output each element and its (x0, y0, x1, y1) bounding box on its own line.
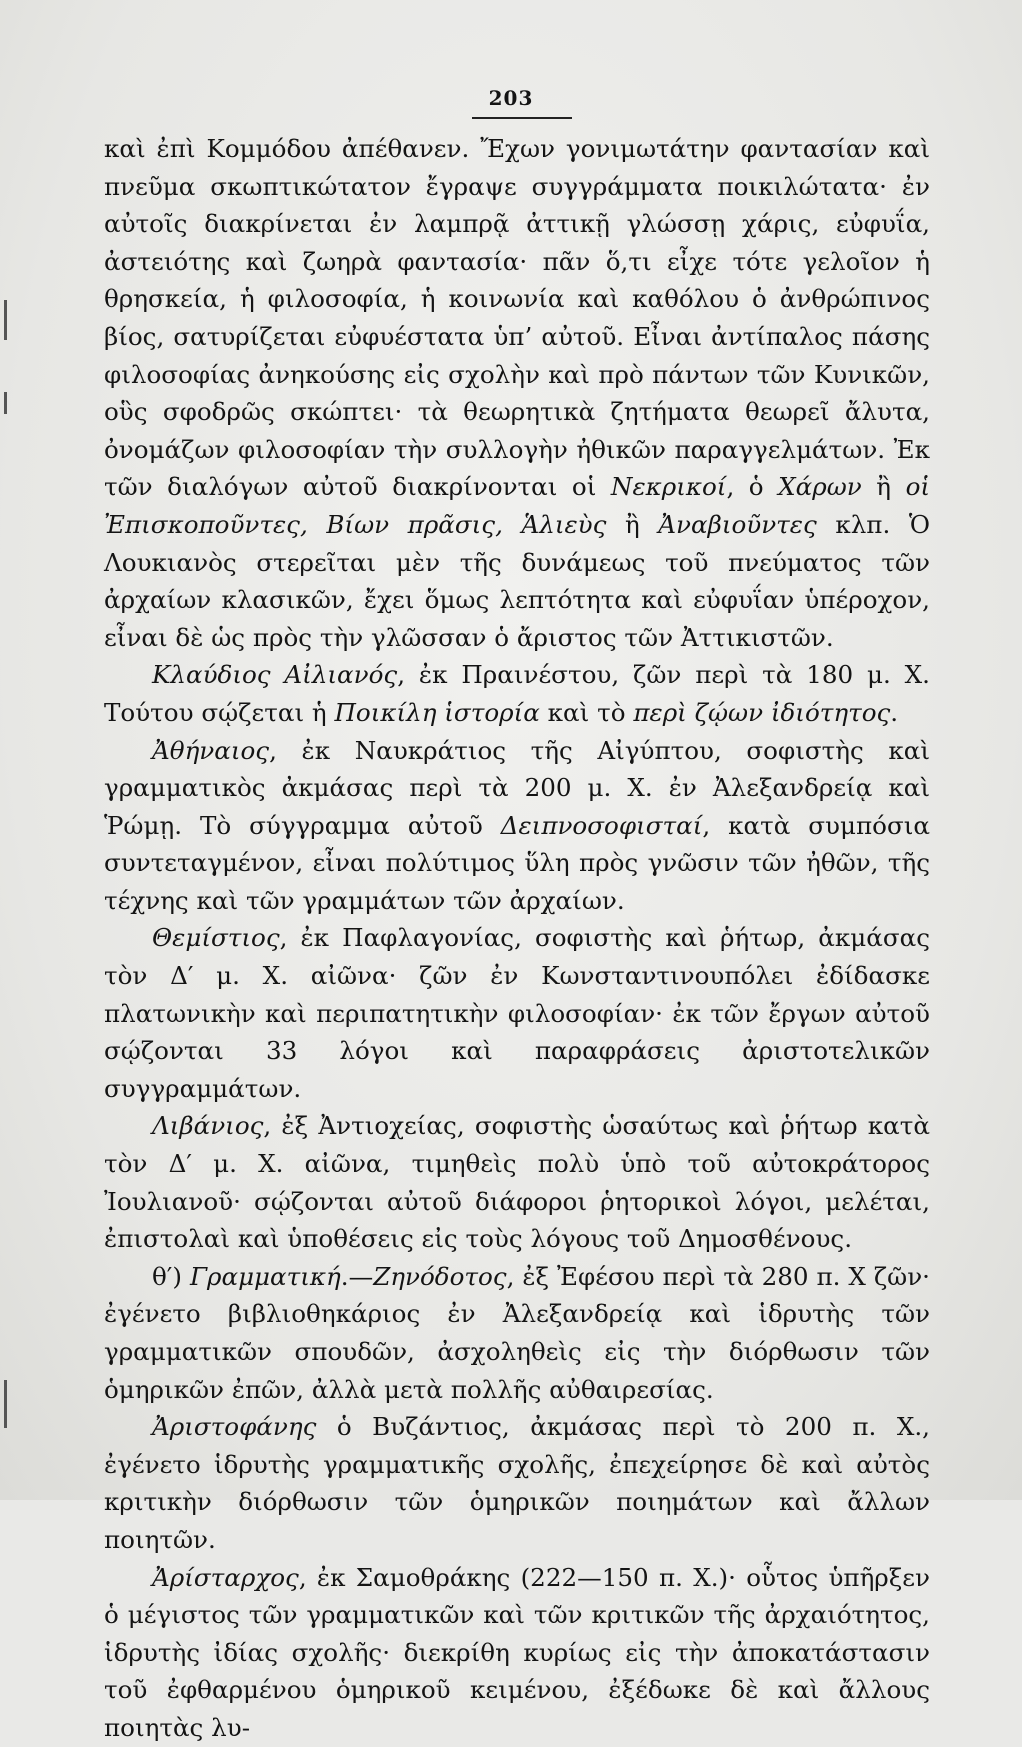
binding-mark (4, 300, 7, 340)
paragraph (104, 130, 930, 656)
header-rule (472, 117, 572, 119)
paragraph (104, 1408, 930, 1558)
italic-name: Κλαύδιος Αἰλιανός (152, 660, 398, 690)
text-run: , κατὰ συμπόσια συντεταγμένον, εἶναι πολύτιμος ὕλη πρὸς γνῶσιν τῶν ἠθῶν, τῆς τέχνης καὶ τῶν γραμμάτων τῶν ἀρχαίων. (104, 810, 930, 915)
paragraph (104, 656, 930, 731)
paragraph (104, 732, 930, 920)
text-run: θ′) (152, 1261, 190, 1291)
text-run: ἢ (606, 509, 659, 539)
italic-name: Δειπνοσοφισταί (500, 810, 703, 840)
text-run: ἢ (861, 472, 906, 502)
text-run: , ἐξ Ἐφέσου περὶ τὰ 280 π. Χ ζῶν· ἐγένετο βιβλιοθηκάριος ἐν Ἀλεξανδρείᾳ καὶ ἱδρυτὴς τῶν γραμματικῶν σπουδῶν, ἀσχοληθεὶς εἰς τὴν διόρθωσιν τῶν ὁμηρικῶν ἐπῶν, ἀλλὰ μετὰ πολλῆς αὐθαιρεσίας. (104, 1261, 930, 1404)
paragraph (104, 1559, 930, 1747)
italic-name: Χάρων (778, 472, 862, 502)
italic-name: Λιβάνιος (152, 1111, 264, 1141)
italic-name: Ἀριστοφάνης (152, 1412, 317, 1442)
text-run: , ἐκ Πραινέστου, ζῶν περὶ τὰ 180 μ. Χ. Τούτου σῴζεται ἡ (104, 660, 931, 727)
text-run: , ἐκ Παφλαγονίας, σοφιστὴς καὶ ῥήτωρ, ἀκμάσας τὸν Δ′ μ. Χ. αἰῶνα· ζῶν ἐν Κωνσταντινουπόλει ἐδίδασκε πλατωνικὴν καὶ περιπατητικὴν φιλοσοφίαν· ἐκ τῶν ἔργων αὐτοῦ σῴζονται 33 λόγοι καὶ παραφράσεις ἀριστοτελικῶν συγγραμμάτων. (104, 923, 930, 1103)
paragraph (104, 919, 930, 1107)
body-text (104, 130, 930, 1747)
italic-name: Γραμματική (189, 1261, 341, 1291)
italic-name: Ἀναβιοῦντες (658, 509, 817, 539)
italic-name: Ἀθήναιος (152, 735, 270, 765)
text-run: .— (340, 1261, 374, 1291)
binding-mark (4, 392, 7, 414)
italic-name: οἱ Ἐπισκοποῦντες, Βίων πρᾶσις, Ἁλιεὺς (104, 472, 931, 539)
text-run: , ὁ (726, 472, 779, 502)
binding-mark (4, 1380, 7, 1428)
text-run: , ἐκ Ναυκράτιος τῆς Αἰγύπτου, σοφιστὴς καὶ γραμματικὸς ἀκμάσας περὶ τὰ 200 μ. Χ. ἐν Ἀλεξανδρείᾳ καὶ Ῥώμῃ. Τὸ σύγγραμμα αὐτοῦ (104, 735, 930, 840)
paragraph (104, 1258, 930, 1408)
italic-name: Ζηνόδοτος (373, 1261, 507, 1291)
paragraph (104, 1107, 930, 1257)
italic-name: Θεμίστιος (152, 923, 280, 953)
text-run: , ἐκ Σαμοθράκης (222—150 π. Χ.)· οὗτος ὑπῆρξεν ὁ μέγιστος τῶν γραμματικῶν καὶ τῶν κριτικῶν τῆς ἀρχαιότητος, ἱδρυτὴς ἰδίας σχολῆς· διεκρίθη κυρίως εἰς τὴν ἀποκατάστασιν τοῦ ἐφθαρμένου ὁμηρικοῦ κειμένου, ἐξέδωκε δὲ καὶ ἄλλους ποιητὰς λυ- (104, 1562, 930, 1742)
text-run: καὶ τὸ (539, 697, 634, 727)
italic-name: Νεκρικοί (610, 472, 727, 502)
page-number: 203 (488, 86, 534, 110)
italic-name: Ποικίλη ἱστορία (334, 697, 540, 727)
text-run: καὶ ἐπὶ Κομμόδου ἀπέθανεν. Ἔχων γονιμωτάτην φαντασίαν καὶ πνεῦμα σκωπτικώτατον ἔγραψε συγγράμματα ποικιλώτατα· ἐν αὐτοῖς διακρίνεται ἐν λαμπρᾷ ἀττικῇ γλώσσῃ χάρις, εὐφυΐα, ἀστειότης καὶ ζωηρὰ φαντασία· πᾶν ὅ,τι εἶχε τότε γελοῖον ἡ θρησκεία, ἡ φιλοσοφία, ἡ κοινωνία καὶ καθόλου ὁ ἀνθρώπινος βίος, σατυρίζεται εὐφυέστατα ὑπ’ αὐτοῦ. Εἶναι ἀντίπαλος πάσης φιλοσοφίας ἀνηκούσης εἰς σχολὴν καὶ πρὸ πάντων τῶν Κυνικῶν, οὓς σφοδρῶς σκώπτει· τὰ θεωρητικὰ ζητήματα θεωρεῖ ἄλυτα, ὀνομάζων φιλοσοφίαν τὴν συλλογὴν ἠθικῶν παραγγελμάτων. Ἐκ τῶν διαλόγων αὐτοῦ διακρίνονται οἱ (104, 134, 930, 502)
text-run: . (890, 697, 899, 727)
text-run: ὁ Βυζάντιος, ἀκμάσας περὶ τὸ 200 π. Χ., ἐγένετο ἱδρυτὴς γραμματικῆς σχολῆς, ἐπεχείρησε δὲ καὶ αὐτὸς κριτικὴν διόρθωσιν τῶν ὁμηρικῶν ποιημάτων καὶ ἄλλων ποιητῶν. (104, 1412, 930, 1554)
text-run: κλπ. Ὁ Λουκιανὸς στερεῖται μὲν τῆς δυνάμεως τοῦ πνεύματος τῶν ἀρχαίων κλασικῶν, ἔχει ὅμως λεπτότητα καὶ εὐφυΐαν ὑπέροχον, εἶναι δὲ ὡς πρὸς τὴν γλῶσσαν ὁ ἄριστος τῶν Ἀττικιστῶν. (104, 509, 930, 652)
text-run: , ἐξ Ἀντιοχείας, σοφιστὴς ὡσαύτως καὶ ῥήτωρ κατὰ τὸν Δ′ μ. Χ. αἰῶνα, τιμηθεὶς πολὺ ὑπὸ τοῦ αὐτοκράτορος Ἰουλιανοῦ· σῴζονται αὐτοῦ διάφοροι ῥητορικοὶ λόγοι, μελέται, ἐπιστολαὶ καὶ ὑποθέσεις εἰς τοὺς λόγους τοῦ Δημοσθένους. (104, 1111, 930, 1254)
italic-name: Ἀρίσταρχος (152, 1562, 299, 1592)
italic-name: περὶ ζῴων ἰδιότητος (633, 697, 891, 727)
